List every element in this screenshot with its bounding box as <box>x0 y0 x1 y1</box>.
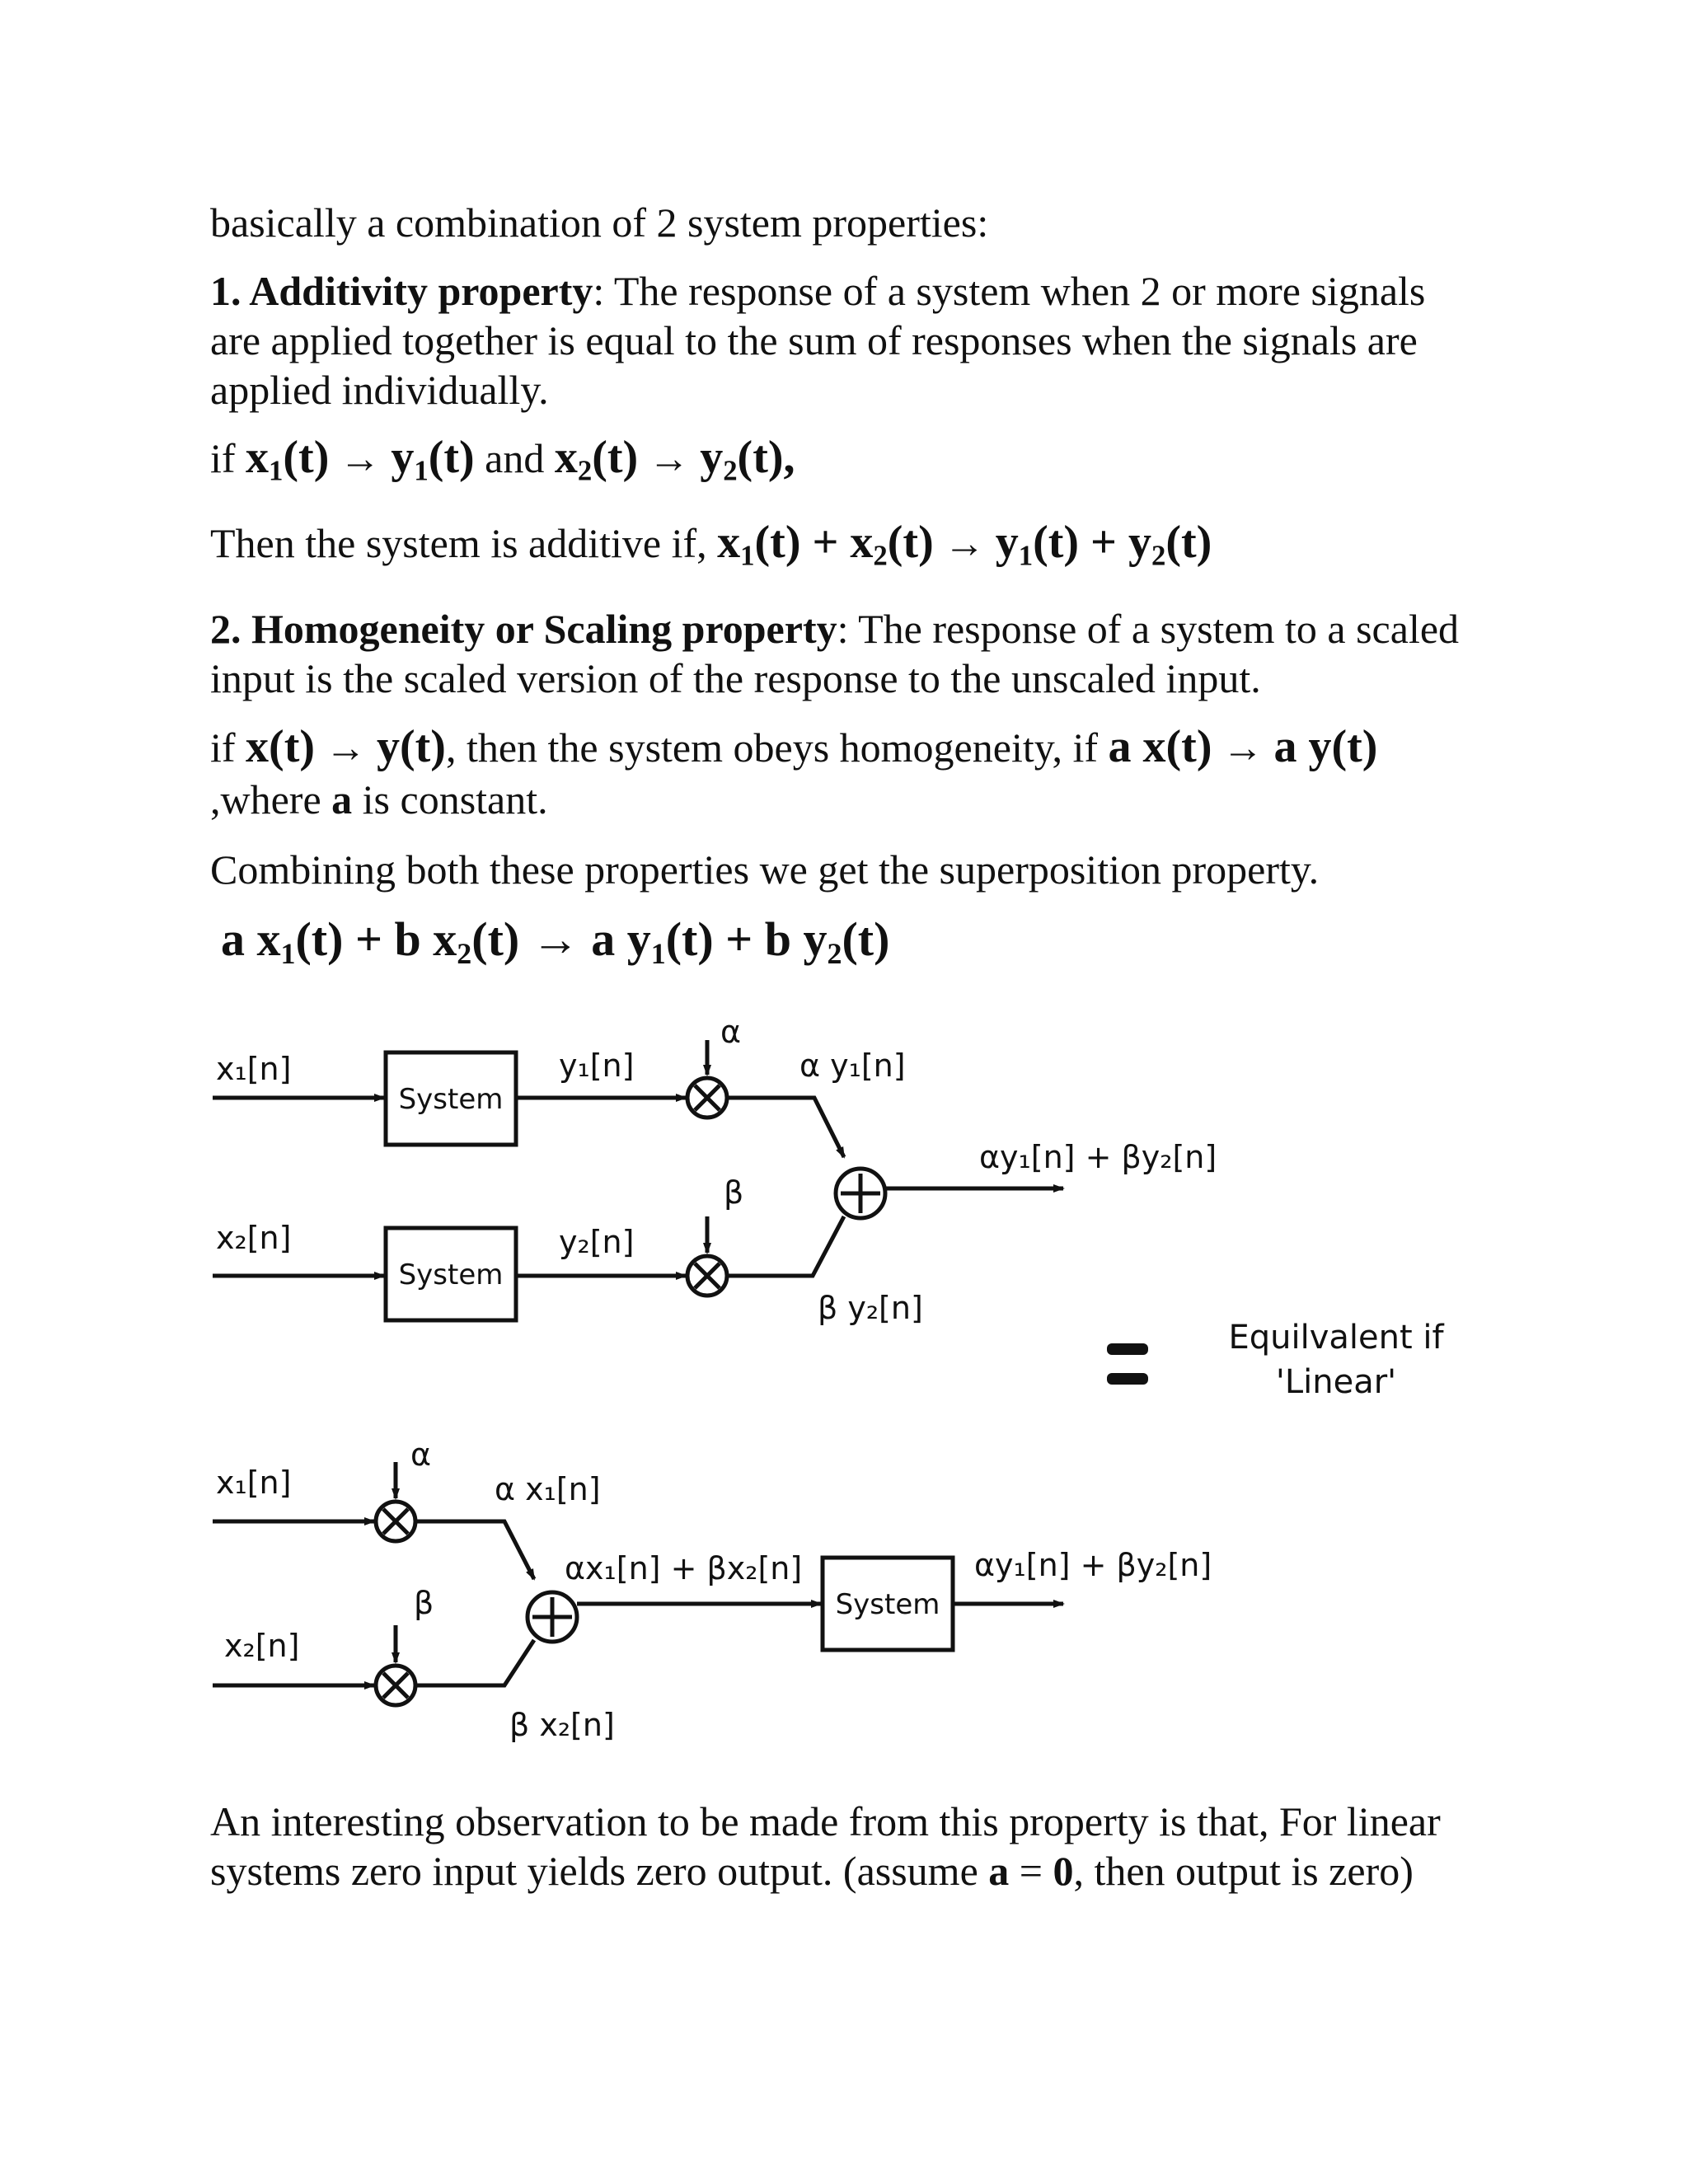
bottom-path-1 <box>213 1436 601 1579</box>
top-output-label: αy₁[n] + βy₂[n] <box>979 1139 1217 1175</box>
bottom-alpha-label: α <box>410 1436 432 1473</box>
and-word: and <box>474 435 555 481</box>
arrow: → <box>519 912 592 966</box>
equals-bar-top <box>1107 1343 1148 1355</box>
top-y2-label: y₂[n] <box>559 1224 635 1260</box>
top-system2-label: System <box>398 1258 504 1291</box>
arrow: → <box>315 724 377 771</box>
observation-a: An interesting observation to be made from this property is that, For linear <box>210 1798 1441 1844</box>
top-x1-label: x₁[n] <box>216 1051 292 1087</box>
bottom-multiplier2-icon <box>376 1666 415 1705</box>
top-alpha-y1-wire <box>727 1098 844 1157</box>
equals-bar-bottom <box>1107 1373 1148 1385</box>
y1-plus-y2: $y_1(t) + y_2(t)$ <box>995 517 1212 572</box>
additivity-condition <box>210 432 795 487</box>
top-alpha-y1-label: α y₁[n] <box>799 1047 906 1084</box>
bottom-alpha-x1-label: α x₁[n] <box>495 1471 601 1507</box>
intro-span: basically a combination of 2 system properties: <box>210 199 989 246</box>
combining-text <box>210 845 1319 894</box>
var-a: a <box>331 776 353 823</box>
superposition-equation <box>221 912 890 971</box>
x2-t: $x_2(t)$ <box>554 432 639 487</box>
homogeneity-paragraph-line2 <box>210 654 1261 703</box>
homogeneity-mid-text: , then the system obeys homogeneity, if <box>445 724 1109 771</box>
if-word: if <box>210 435 246 481</box>
homogeneity-title: 2. Homogeneity or Scaling property <box>210 606 837 652</box>
top-beta-label: β <box>724 1174 744 1211</box>
bottom-system-label: System <box>835 1588 940 1621</box>
top-adder-icon <box>836 1169 885 1218</box>
additivity-body-b: are applied together is equal to the sum of responses when the signals are <box>210 317 1418 363</box>
y2-t: $y_2(t)$, <box>700 432 795 487</box>
y1-t: $y_1(t)$ <box>391 432 475 487</box>
homogeneity-body-b: input is the scaled version of the response to the unscaled input. <box>210 655 1261 701</box>
a-y-t: a y(t) <box>1273 721 1378 772</box>
additivity-body-a: : The response of a system when 2 or more signals <box>593 268 1426 314</box>
superposition-rhs: a $y_1(t) + b$ $y_2(t)$ <box>591 912 890 971</box>
bottom-beta-x2-wire <box>415 1640 534 1685</box>
arrow: → <box>329 435 392 481</box>
top-path-1 <box>213 1014 906 1157</box>
additivity-body-c: applied individually. <box>210 367 549 413</box>
arrow: → <box>933 520 996 566</box>
superposition-block-diagram <box>0 997 1688 1780</box>
homogeneity-body-a: : The response of a system to a scaled <box>837 606 1460 652</box>
top-multiplier2-icon <box>687 1256 727 1296</box>
homogeneity-condition <box>210 722 1377 772</box>
x1-plus-x2: $x_1(t) + x_2(t)$ <box>717 517 934 572</box>
combining-span: Combining both these properties we get the superposition property. <box>210 846 1320 893</box>
then-additive-text: Then the system is additive if, <box>210 520 718 566</box>
x-t: x(t) <box>246 721 315 772</box>
additivity-paragraph-line1 <box>210 266 1425 316</box>
additivity-title: 1. Additivity property <box>210 268 593 314</box>
observation-b: systems zero input yields zero output. (assume <box>210 1848 989 1894</box>
where-line <box>210 775 548 824</box>
top-alpha-label: α <box>720 1014 742 1050</box>
y-t: y(t) <box>377 721 446 772</box>
top-x2-label: x₂[n] <box>216 1220 292 1256</box>
var-a: a <box>988 1848 1010 1894</box>
additivity-result <box>210 517 1212 572</box>
bottom-beta-x2-label: β x₂[n] <box>509 1707 615 1743</box>
bottom-beta-label: β <box>414 1585 434 1621</box>
top-beta-y2-label: β y₂[n] <box>818 1290 923 1326</box>
additivity-paragraph-line2 <box>210 316 1418 365</box>
observation-c: , then output is zero) <box>1073 1848 1414 1894</box>
top-system1-label: System <box>398 1083 504 1116</box>
equivalent-label-line2: 'Linear' <box>1275 1363 1397 1401</box>
intro-text <box>210 198 988 247</box>
where-b-text: is constant. <box>352 776 548 823</box>
observation-line1 <box>210 1797 1441 1846</box>
arrow: → <box>638 435 701 481</box>
where-a-text: ,where <box>210 776 332 823</box>
x1-t: $x_1(t)$ <box>246 432 330 487</box>
homogeneity-paragraph-line1 <box>210 604 1459 654</box>
bottom-alpha-x1-wire <box>415 1521 534 1579</box>
bottom-output-label: αy₁[n] + βy₂[n] <box>974 1547 1212 1583</box>
bottom-sum-label: αx₁[n] + βx₂[n] <box>565 1550 803 1586</box>
equivalent-label-line1: Equilvalent if <box>1228 1319 1444 1357</box>
top-adder <box>836 1139 1217 1218</box>
bottom-adder <box>528 1547 1212 1650</box>
top-y1-label: y₁[n] <box>559 1047 635 1084</box>
additivity-paragraph-line3 <box>210 365 549 415</box>
bottom-adder-icon <box>528 1592 577 1642</box>
arrow: → <box>1212 724 1274 771</box>
var-zero: 0 <box>1053 1848 1074 1894</box>
top-path-2 <box>213 1174 923 1326</box>
equals-sign: = <box>1009 1848 1053 1894</box>
superposition-lhs: a $x_1(t) + b$ $x_2(t)$ <box>221 912 520 971</box>
observation-line2 <box>210 1846 1414 1896</box>
equivalence-sign <box>1107 1343 1148 1385</box>
bottom-x1-label: x₁[n] <box>216 1465 292 1501</box>
top-multiplier1-icon <box>687 1078 727 1118</box>
top-beta-y2-wire <box>727 1216 844 1276</box>
bottom-multiplier1-icon <box>376 1502 415 1541</box>
bottom-x2-label: x₂[n] <box>224 1628 300 1664</box>
a-x-t: a x(t) <box>1108 721 1212 772</box>
if-word: if <box>210 724 246 771</box>
